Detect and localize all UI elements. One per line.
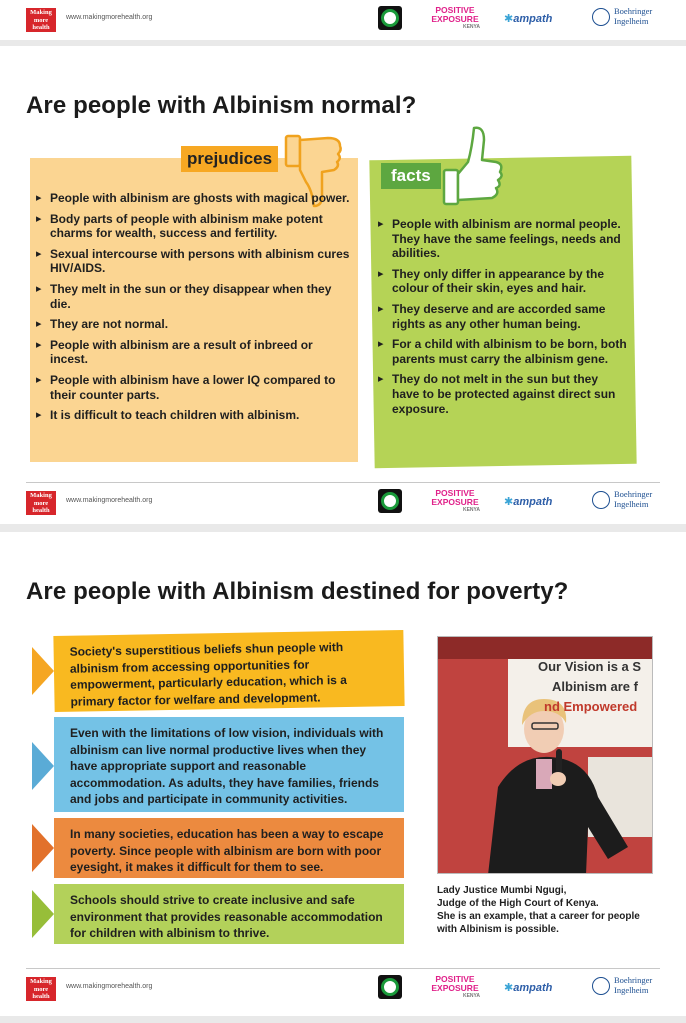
list-item: ▸ They are not normal. <box>36 317 352 332</box>
photo-lady-justice <box>437 636 653 874</box>
footer-logos <box>26 0 660 40</box>
info-box-low-vision: Even with the limitations of low vision, individuals with albinism can live normal productive lives when they have appropriate support and reasonable accommodation. As adults, they have families, friends and jobs and participate in community activities. <box>54 717 404 812</box>
list-item: ▸ It is difficult to teach children with albinism. <box>36 408 352 423</box>
arrow-marker <box>32 647 54 695</box>
list-item: ▸ Sexual intercourse with persons with albinism cures HIV/AIDS. <box>36 247 352 276</box>
footer-url: www.makingmorehealth.org <box>66 983 153 990</box>
making-more-health-logo: Making more health <box>26 977 56 1001</box>
photo-caption <box>437 884 653 936</box>
boehringer-ingelheim-logo: Boehringer Ingelheim <box>592 7 652 26</box>
cross-logo-icon <box>378 975 402 999</box>
ampath-logo: ✱ampath <box>504 982 553 994</box>
making-more-health-logo: Making more health <box>26 8 56 32</box>
footer-logos <box>26 482 660 522</box>
list-item: ▸ People with albinism have a lower IQ compared to their counter parts. <box>36 373 352 402</box>
list-item: ▸ They do not melt in the sun but they have to be protected against direct sun exposure. <box>378 372 628 416</box>
positive-exposure-logo: POSITIVE EXPOSURE KENYA <box>431 488 480 513</box>
caption-text: She is an example, that a career for people with Albinism is possible. <box>437 911 640 935</box>
prejudices-list <box>36 191 352 429</box>
slide2-title: Are people with Albinism destined for poverty? <box>26 578 569 605</box>
photo-banner-line: Albinism are f <box>552 679 638 694</box>
photo-banner-line: Our Vision is a S <box>538 659 642 674</box>
prejudices-label: prejudices <box>181 146 278 172</box>
list-item: ▸ They melt in the sun or they disappear when they die. <box>36 282 352 311</box>
list-item: ▸ People with albinism are a result of inbreed or incest. <box>36 338 352 367</box>
positive-exposure-logo: POSITIVE EXPOSURE KENYA <box>431 974 480 999</box>
boehringer-ingelheim-logo: Boehringer Ingelheim <box>592 976 652 995</box>
arrow-marker <box>32 890 54 938</box>
cross-logo-icon <box>378 489 402 513</box>
slide-albinism-poverty <box>0 532 686 1016</box>
caption-name: Lady Justice Mumbi Ngugi, <box>437 885 567 896</box>
thumbs-up-icon <box>440 118 506 210</box>
list-item: ▸ They deserve and are accorded same rights as any other human being. <box>378 302 628 331</box>
info-box-schools: Schools should strive to create inclusive and safe environment that provides reasonable accommodation for children with albinism to thrive. <box>54 884 404 944</box>
slide1-title: Are people with Albinism normal? <box>26 92 417 119</box>
top-page-strip <box>0 0 686 40</box>
slide-albinism-normal <box>0 46 686 524</box>
cross-logo-icon <box>378 6 402 30</box>
photo-banner-line: nd Empowered <box>544 699 638 714</box>
list-item: ▸ They only differ in appearance by the colour of their skin, eyes and hair. <box>378 267 628 296</box>
ampath-logo: ✱ampath <box>504 496 553 508</box>
positive-exposure-logo: POSITIVE EXPOSURE KENYA <box>431 5 480 30</box>
footer-url: www.makingmorehealth.org <box>66 497 153 504</box>
footer-logos <box>26 968 660 1008</box>
list-item: ▸ For a child with albinism to be born, both parents must carry the albinism gene. <box>378 337 628 366</box>
list-item: ▸ People with albinism are ghosts with magical power. <box>36 191 352 206</box>
caption-role: Judge of the High Court of Kenya. <box>437 898 599 909</box>
arrow-marker <box>32 742 54 790</box>
facts-label: facts <box>381 163 441 189</box>
ampath-logo: ✱ampath <box>504 13 553 25</box>
list-item: ▸ People with albinism are normal people. They have the same feelings, needs and abilities. <box>378 217 628 261</box>
boehringer-ingelheim-logo: Boehringer Ingelheim <box>592 490 652 509</box>
footer-url: www.makingmorehealth.org <box>66 14 153 21</box>
info-box-education: In many societies, education has been a way to escape poverty. Since people with albinism are born with poor eyesight, it makes it difficult for them to see. <box>54 818 404 878</box>
making-more-health-logo: Making more health <box>26 491 56 515</box>
facts-list <box>378 217 628 422</box>
info-box-superstition: Society's superstitious beliefs shun people with albinism from accessing opportunities for empowerment, particularly education, which is a primary factor for welfare and development. <box>53 630 404 712</box>
arrow-marker <box>32 824 54 872</box>
list-item: ▸ Body parts of people with albinism make potent charms for wealth, success and fertility. <box>36 212 352 241</box>
